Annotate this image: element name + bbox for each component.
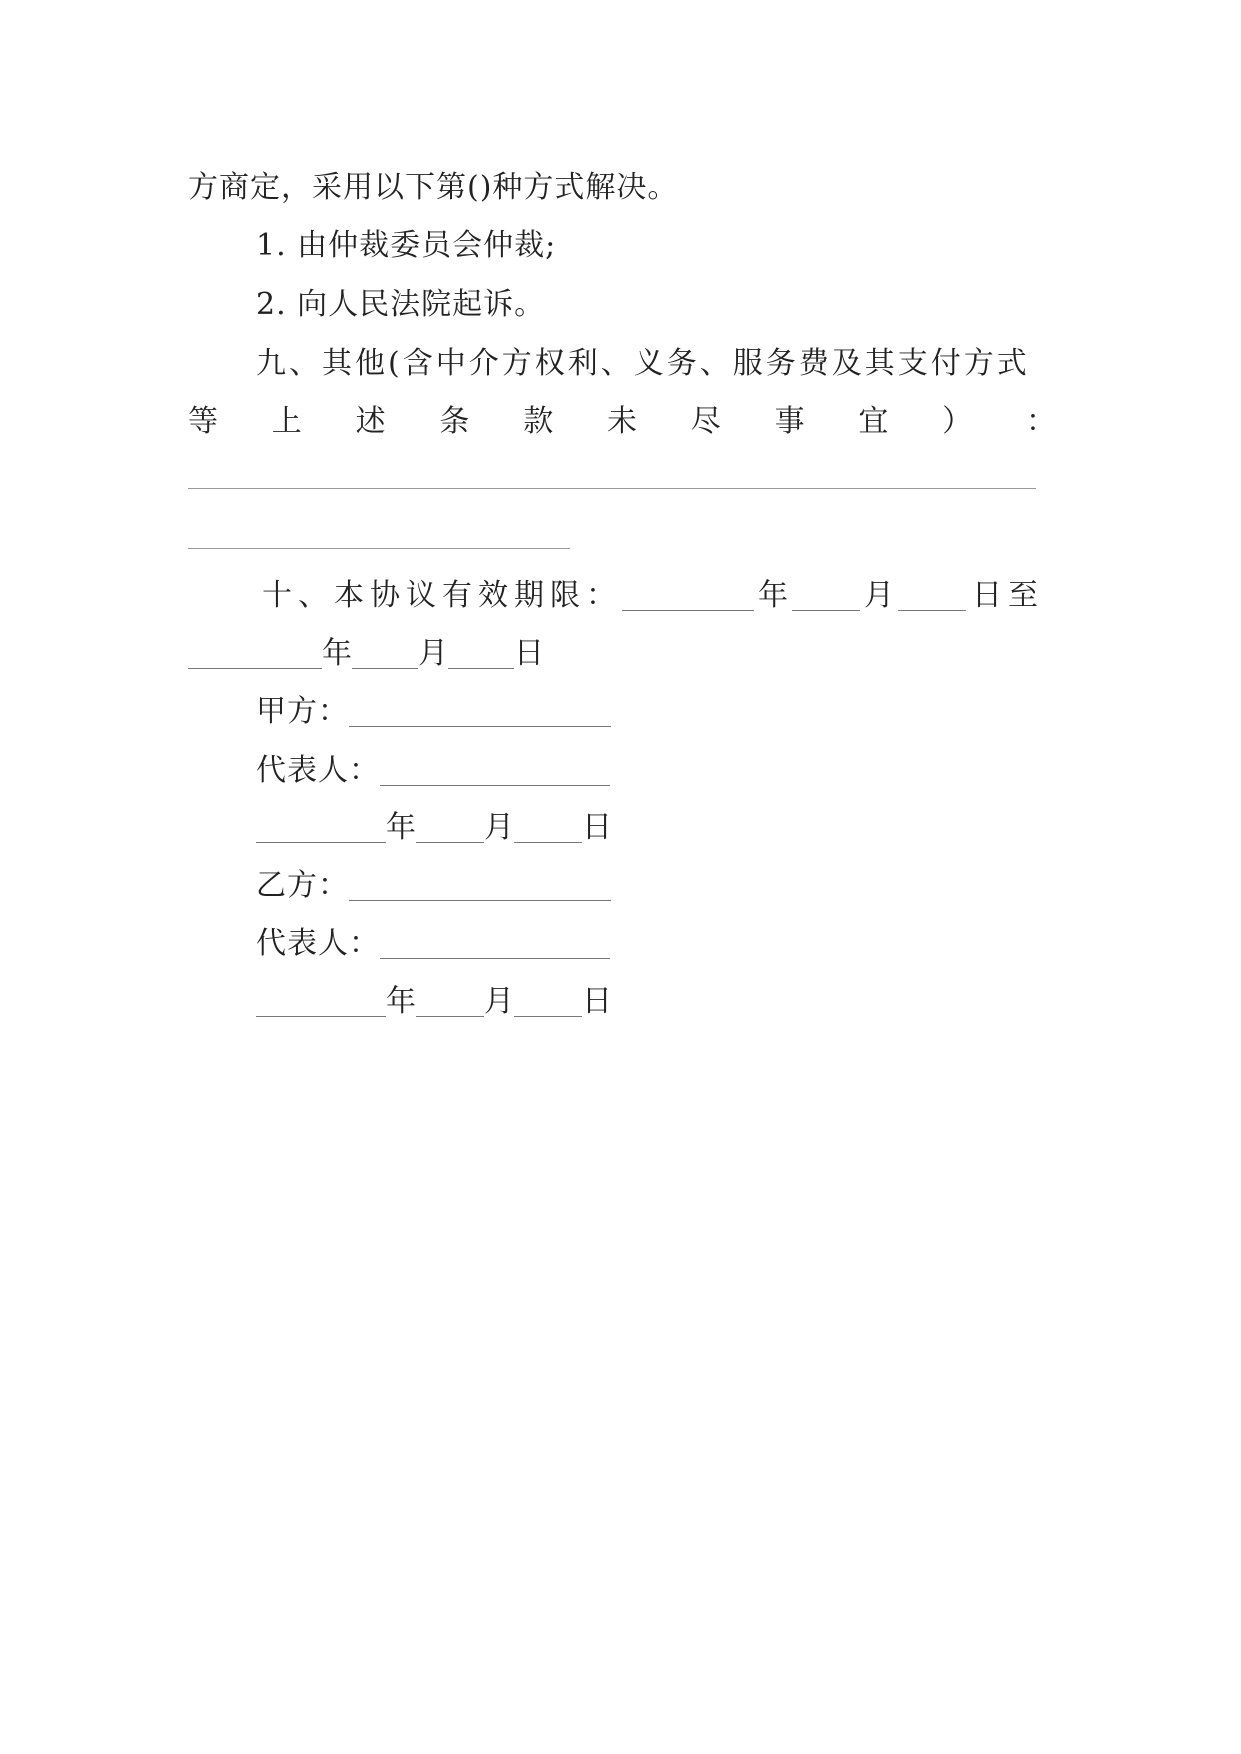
spread-char: 等 — [188, 404, 218, 439]
day-label: 日 — [582, 810, 612, 845]
party-a-label: 甲方： — [256, 694, 349, 729]
party-a-month-blank[interactable] — [416, 838, 484, 843]
party-b-rep-blank[interactable] — [380, 954, 610, 959]
party-b-year-blank[interactable] — [256, 1012, 386, 1017]
spread-char: 款 — [523, 404, 554, 439]
clause-9-text: 九、其他(含中介方权利、义务、服务费及其支付方式 — [256, 346, 1030, 381]
party-a-date-row — [256, 808, 612, 848]
start-year-blank[interactable] — [622, 606, 754, 611]
end-month-blank[interactable] — [352, 664, 418, 669]
party-a-rep-label: 代表人： — [256, 753, 380, 788]
spread-char: 事 — [774, 404, 805, 439]
spread-char: 述 — [355, 404, 386, 439]
party-b-date-row — [256, 982, 612, 1022]
clause-9 — [256, 344, 1030, 384]
spread-char: 条 — [439, 404, 470, 439]
blank-line-1[interactable] — [188, 488, 1036, 489]
year-label: 年 — [322, 636, 352, 671]
spread-char: ） — [942, 404, 973, 439]
month-label: 月 — [864, 578, 894, 613]
spread-char: 尽 — [690, 404, 721, 439]
month-label: 月 — [484, 810, 514, 845]
party-b-day-blank[interactable] — [514, 1012, 582, 1017]
to-label: 至 — [1008, 578, 1038, 613]
day-label: 日 — [514, 636, 544, 671]
year-label: 年 — [386, 810, 416, 845]
para-text: 方商定，采用以下第()种方式解决。 — [188, 170, 679, 205]
end-date — [188, 634, 544, 674]
party-b-rep-label: 代表人： — [256, 926, 380, 961]
day-label: 日 — [582, 984, 612, 1019]
party-b-month-blank[interactable] — [416, 1012, 484, 1017]
para-continuation — [188, 168, 678, 208]
spread-char: 未 — [606, 404, 637, 439]
clause-9-continuation — [188, 402, 1056, 442]
option-2 — [256, 285, 545, 325]
start-month-blank[interactable] — [792, 606, 860, 611]
party-a-day-blank[interactable] — [514, 838, 582, 843]
year-label: 年 — [758, 578, 788, 613]
clause-10-label: 十、本协议有效期限： — [262, 578, 622, 613]
party-b-rep-row — [256, 924, 610, 964]
month-label: 月 — [484, 984, 514, 1019]
party-b-blank[interactable] — [349, 896, 611, 901]
year-label: 年 — [386, 984, 416, 1019]
end-year-blank[interactable] — [188, 664, 322, 669]
party-a-year-blank[interactable] — [256, 838, 386, 843]
end-day-blank[interactable] — [448, 664, 514, 669]
option-1-text: 1. 由仲裁委员会仲裁; — [256, 228, 557, 263]
day-label: 日 — [972, 578, 1008, 613]
party-b-row — [256, 866, 611, 906]
party-a-blank[interactable] — [349, 722, 611, 727]
spread-char: 上 — [271, 404, 302, 439]
clause-10 — [262, 576, 1038, 616]
party-b-label: 乙方： — [256, 868, 349, 903]
option-1 — [256, 226, 556, 266]
option-2-text: 2. 向人民法院起诉。 — [256, 287, 546, 322]
party-a-rep-blank[interactable] — [380, 781, 610, 786]
blank-line-2[interactable] — [188, 548, 570, 549]
spread-char: 宜 — [858, 404, 889, 439]
start-day-blank[interactable] — [898, 606, 966, 611]
party-a-row — [256, 692, 611, 732]
party-a-rep-row — [256, 751, 610, 791]
spread-char: ： — [1025, 404, 1056, 439]
month-label: 月 — [418, 636, 448, 671]
